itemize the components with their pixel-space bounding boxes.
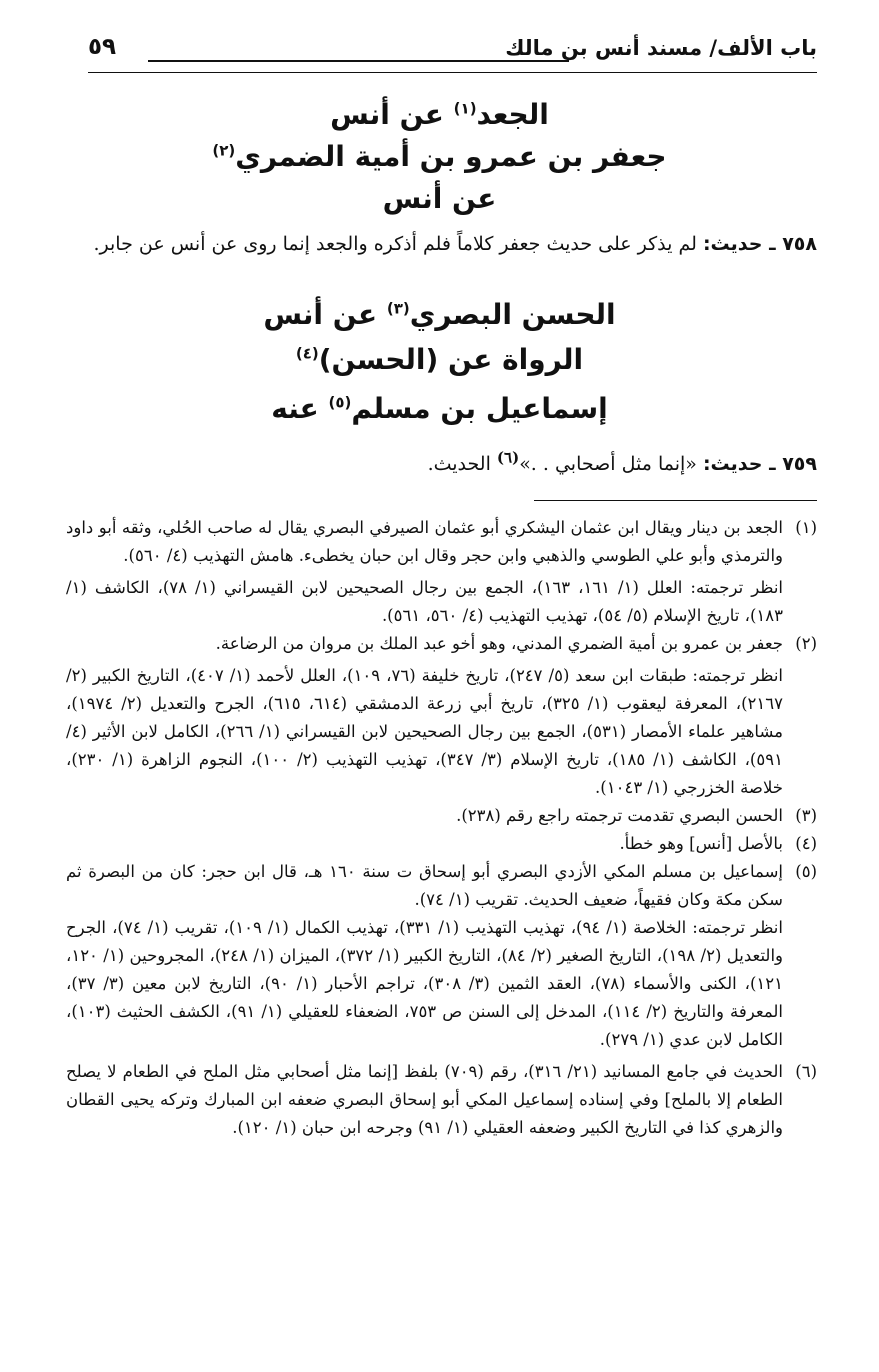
- page-number: ٥٩: [88, 34, 117, 60]
- footnote-number: (٣): [795, 806, 817, 825]
- chapter-title: باب الألف/ مسند أنس بن مالك: [505, 36, 817, 60]
- footnote-2: [66, 630, 817, 802]
- footnote-5: [66, 858, 817, 1054]
- footnote-text: الجعد بن دينار ويقال ابن عثمان اليشكري أبو عثمان الصيرفي البصري يقال له صاحب الحُلي، وثقه أبو داود والترمذي وأبو علي الطوسي والذهبي وابن حجر وقال ابن حبان يخطىء. هامش التهذيب (٤/ ٥٦٠).: [66, 518, 783, 565]
- footnotes: [66, 514, 817, 1142]
- hadith-758: [66, 226, 817, 262]
- footnote-ref: (١): [453, 99, 477, 118]
- hadith-759: ٧٥٩ ـ حديث: «إنما مثل أصحابي . .»$^{(٦)}$ الحديث.: [427, 448, 817, 475]
- footnote-number: (٢): [795, 634, 817, 653]
- heading-hasan: الحسن البصري$^{(٣)}$ عن أنس: [263, 298, 616, 331]
- footnote-3: [66, 802, 817, 830]
- footnote-sources: انظر ترجمته: الخلاصة (١/ ٩٤)، تهذيب التهذيب (١/ ٣٣١)، تهذيب الكمال (١/ ١٠٩)، تقريب (١/ ٧٤)، الجرح والتعديل (٢/ ١٩٨)، التاريخ الصغير (٢/ ٨٤)، التاريخ الكبير (١/ ٣٧٢)، الميزان (١/ ٢٤٨)، المجروحين (١/ ١٢٠، ١٢١)، الكنى والأسماء (٧٨)، العقد الثمين (٣/ ٣٠٨)، تراجم الأحبار (١/ ٩٠)، التاريخ لابن معين (٣/ ٣٧)، المعرفة والتاريخ (٢/ ١١٤)، المدخل إلى السنن ص ٧٥٣، الضعفاء للعقيلي (١/ ٩١)، الكشف الحثيث (١٠٣)، الكامل لابن عدي (١/ ٢٧٩).: [66, 918, 784, 1049]
- footnote-ref: (٦): [496, 448, 520, 467]
- footnote-text: الحسن البصري تقدمت ترجمته راجع رقم (٢٣٨).: [456, 806, 783, 825]
- footnote-separator: [534, 500, 817, 501]
- footnote-6: [66, 1058, 817, 1142]
- hadith-text: لم يذكر على حديث جعفر كلاماً فلم أذكره والجعد إنما روى عن أنس عن جابر.: [93, 233, 703, 255]
- footnote-ref: (٤): [295, 344, 319, 363]
- heading-jad: الجعد$^{(١)}$ عن أنس: [330, 98, 549, 131]
- footnote-text: جعفر بن عمرو بن أمية الضمري المدني، وهو أخو عبد الملك بن مروان من الرضاعة.: [215, 634, 783, 653]
- heading-jafar: جعفر بن عمرو بن أمية الضمري$^{(٢)}$: [212, 140, 667, 173]
- heading-an-anas: عن أنس: [382, 182, 497, 215]
- header-divider: [88, 72, 817, 73]
- footnote-text: الحديث في جامع المسانيد (٢١/ ٣١٦)، رقم (٧٠٩) بلفظ [إنما مثل أصحابي مثل الملح في الطعام لا يصلح الطعام إلا بالملح] وفي إسناده إسماعيل المكي أبو إسحاق البصري ضعفه ابن المبارك وتركه يحيى القطان والزهري كذا في التاريخ الكبير وضعفه العقيلي (١/ ٩١) وجرحه ابن حبان (١/ ١٢٠).: [66, 1062, 783, 1137]
- header-rule: [148, 60, 569, 62]
- footnote-number: (٥): [795, 862, 817, 881]
- footnote-ref: (٥): [328, 393, 352, 412]
- footnote-number: (٤): [795, 834, 817, 853]
- footnote-ref: (٣): [386, 299, 410, 318]
- footnote-text: بالأصل [أنس] وهو خطأ.: [619, 834, 783, 853]
- footnote-text: إسماعيل بن مسلم المكي الأزدي البصري أبو إسحاق ت سنة ١٦٠ هـ، قال ابن حجر: كان من البصرة ثم سكن مكة وكان فقيهاً، ضعيف الحديث. تقريب (١/ ٧٤).: [66, 862, 783, 909]
- footnote-1: [66, 514, 817, 630]
- footnote-sources: انظر ترجمته: طبقات ابن سعد (٥/ ٢٤٧)، تاريخ خليفة (٧٦، ١٠٩)، العلل لأحمد (١/ ٤٠٧)، التاريخ الكبير (٢/ ٢١٦٧)، المعرفة ليعقوب (١/ ٣٢٥)، تاريخ أبي زرعة الدمشقي (٦١٤، ٦١٥)، الجرح والتعديل (٢/ ١٩٧٤)، مشاهير علماء الأمصار (٥٣١)، الجمع بين رجال الصحيحين لابن القيسراني (١/ ٢٦٦)، الكامل لابن الأثير (٤/ ٥٩١)، الكاشف (١/ ١٨٥)، تاريخ الإسلام (٣/ ٣٤٧)، تهذيب التهذيب (٢/ ١٠٠)، النجوم الزاهرة (١/ ٢٣٠)، خلاصة الخزرجي (١/ ١٠٤٣).: [66, 666, 784, 797]
- hadith-label: ٧٥٩ ـ حديث:: [702, 453, 817, 475]
- hadith-label: ٧٥٨ ـ حديث:: [702, 233, 817, 255]
- heading-ruwat: الرواة عن (الحسن)$^{(٤)}$: [295, 343, 584, 376]
- footnote-ref: (٢): [212, 141, 236, 160]
- footnote-number: (١): [795, 518, 817, 537]
- footnote-sources: انظر ترجمته: العلل (١/ ١٦١، ١٦٣)، الجمع بين رجال الصحيحين لابن القيسراني (١/ ٧٨)، الكاشف (١/ ١٨٣)، تاريخ الإسلام (٥/ ٥٤)، تهذيب التهذيب (٤/ ٥٦٠، ٥٦١).: [66, 578, 784, 625]
- footnote-4: [66, 830, 817, 858]
- heading-ismail: إسماعيل بن مسلم$^{(٥)}$ عنه: [271, 392, 608, 425]
- footnote-number: (٦): [795, 1062, 817, 1081]
- running-header: [88, 30, 817, 70]
